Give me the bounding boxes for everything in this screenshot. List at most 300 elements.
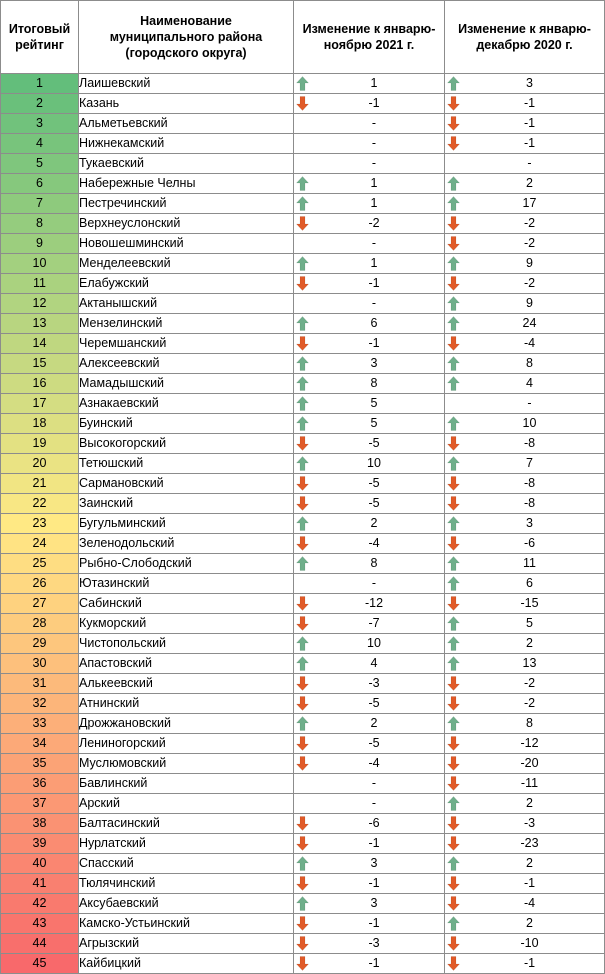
change-value: 3	[526, 76, 533, 90]
arrow-up-icon	[447, 356, 460, 371]
change-2021-cell	[294, 134, 445, 154]
arrow-up-icon	[296, 196, 309, 211]
change-value: 5	[370, 396, 378, 410]
change-value: 10	[367, 636, 381, 650]
arrow-down-icon	[447, 596, 460, 611]
rank-cell: 17	[1, 394, 79, 414]
rank-cell: 34	[1, 734, 79, 754]
change-value: 9	[526, 256, 533, 270]
rank-cell: 5	[1, 154, 79, 174]
change-2020-cell	[445, 174, 605, 194]
change-value: -1	[368, 916, 380, 930]
change-2021-cell	[294, 174, 445, 194]
change-2020-cell	[445, 254, 605, 274]
change-value: -6	[523, 536, 536, 550]
table-row	[1, 874, 605, 894]
change-2020-cell	[445, 654, 605, 674]
change-2020-cell	[445, 214, 605, 234]
district-name-cell: Заинский	[79, 494, 294, 514]
change-2020-cell	[445, 414, 605, 434]
change-2021-cell	[294, 734, 445, 754]
change-value: -4	[523, 336, 536, 350]
change-2021-cell	[294, 834, 445, 854]
arrow-up-icon	[296, 456, 309, 471]
change-value: -2	[523, 216, 536, 230]
change-value: 3	[370, 356, 378, 370]
arrow-down-icon	[296, 536, 309, 551]
change-2020-cell	[445, 934, 605, 954]
table-row	[1, 114, 605, 134]
change-value: 5	[370, 416, 378, 430]
change-2021-cell	[294, 234, 445, 254]
arrow-up-icon	[447, 716, 460, 731]
arrow-down-icon	[296, 336, 309, 351]
change-value: 1	[370, 256, 378, 270]
change-2020-cell	[445, 494, 605, 514]
district-name-cell: Зеленодольский	[79, 534, 294, 554]
change-value: 2	[526, 916, 533, 930]
change-2020-cell	[445, 734, 605, 754]
change-2021-cell	[294, 274, 445, 294]
arrow-up-icon	[296, 356, 309, 371]
arrow-up-icon	[296, 896, 309, 911]
rank-cell: 42	[1, 894, 79, 914]
arrow-down-icon	[447, 756, 460, 771]
rank-cell: 25	[1, 554, 79, 574]
change-2020-cell	[445, 794, 605, 814]
table-row	[1, 514, 605, 534]
arrow-up-icon	[296, 256, 309, 271]
district-name-cell: Мамадышский	[79, 374, 294, 394]
arrow-up-icon	[447, 296, 460, 311]
district-name-cell: Кукморский	[79, 614, 294, 634]
district-name-cell: Арский	[79, 794, 294, 814]
change-2021-cell	[294, 754, 445, 774]
change-value: -15	[520, 596, 539, 610]
district-name-cell: Камско-Устьинский	[79, 914, 294, 934]
district-name-cell: Азнакаевский	[79, 394, 294, 414]
change-2020-cell	[445, 374, 605, 394]
arrow-up-icon	[447, 556, 460, 571]
district-name-cell: Спасский	[79, 854, 294, 874]
change-2020-cell	[445, 614, 605, 634]
district-name-cell: Рыбно-Слободский	[79, 554, 294, 574]
change-value: -20	[520, 756, 539, 770]
arrow-down-icon	[296, 736, 309, 751]
change-2021-cell	[294, 874, 445, 894]
table-row	[1, 454, 605, 474]
change-2020-cell	[445, 394, 605, 414]
rank-cell: 39	[1, 834, 79, 854]
table-row	[1, 314, 605, 334]
arrow-down-icon	[447, 836, 460, 851]
change-2020-cell	[445, 314, 605, 334]
rank-cell: 9	[1, 234, 79, 254]
change-value: -23	[520, 836, 539, 850]
rank-cell: 26	[1, 574, 79, 594]
arrow-down-icon	[296, 876, 309, 891]
change-value: -1	[368, 836, 380, 850]
change-2021-cell	[294, 214, 445, 234]
arrow-up-icon	[447, 616, 460, 631]
arrow-down-icon	[296, 956, 309, 971]
arrow-up-icon	[296, 316, 309, 331]
change-value: -7	[368, 616, 380, 630]
table-row	[1, 94, 605, 114]
arrow-up-icon	[296, 416, 309, 431]
change-2021-cell	[294, 694, 445, 714]
table-row	[1, 434, 605, 454]
arrow-down-icon	[296, 596, 309, 611]
change-value: -10	[520, 936, 539, 950]
rank-cell: 27	[1, 594, 79, 614]
district-name-cell: Кайбицкий	[79, 954, 294, 974]
change-value: 17	[522, 196, 537, 210]
arrow-down-icon	[447, 816, 460, 831]
table-row	[1, 694, 605, 714]
table-row	[1, 894, 605, 914]
change-value: -5	[368, 476, 380, 490]
change-value: -2	[523, 276, 536, 290]
table-row	[1, 414, 605, 434]
change-value: -	[527, 156, 532, 170]
arrow-up-icon	[447, 76, 460, 91]
change-2020-cell	[445, 594, 605, 614]
change-2021-cell	[294, 294, 445, 314]
change-value: 6	[370, 316, 378, 330]
change-2020-cell	[445, 574, 605, 594]
table-row	[1, 374, 605, 394]
arrow-up-icon	[296, 376, 309, 391]
table-row	[1, 594, 605, 614]
change-2021-cell	[294, 254, 445, 274]
arrow-up-icon	[447, 916, 460, 931]
header-name: Наименование муниципального района (городского округа)	[79, 1, 294, 74]
change-value: -2	[523, 236, 536, 250]
district-name-cell: Актанышский	[79, 294, 294, 314]
change-value: 6	[526, 576, 533, 590]
change-value: -3	[368, 676, 380, 690]
change-value: -5	[368, 496, 380, 510]
change-value: -2	[523, 696, 536, 710]
arrow-down-icon	[447, 96, 460, 111]
rank-cell: 7	[1, 194, 79, 214]
arrow-up-icon	[447, 576, 460, 591]
rank-cell: 20	[1, 454, 79, 474]
table-row	[1, 654, 605, 674]
header-row	[1, 1, 605, 74]
change-2021-cell	[294, 554, 445, 574]
rank-cell: 40	[1, 854, 79, 874]
arrow-up-icon	[296, 396, 309, 411]
change-value: -2	[523, 676, 536, 690]
header-rank: Итоговый рейтинг	[1, 1, 79, 74]
table-row	[1, 334, 605, 354]
rank-cell: 22	[1, 494, 79, 514]
rank-cell: 16	[1, 374, 79, 394]
change-value: -1	[523, 116, 536, 130]
arrow-up-icon	[296, 856, 309, 871]
change-2020-cell	[445, 714, 605, 734]
change-2021-cell	[294, 634, 445, 654]
arrow-down-icon	[447, 696, 460, 711]
arrow-up-icon	[447, 856, 460, 871]
change-value: 1	[370, 196, 378, 210]
change-2021-cell	[294, 374, 445, 394]
arrow-down-icon	[447, 136, 460, 151]
rank-cell: 3	[1, 114, 79, 134]
arrow-up-icon	[296, 636, 309, 651]
change-2020-cell	[445, 194, 605, 214]
arrow-down-icon	[447, 536, 460, 551]
arrow-down-icon	[447, 496, 460, 511]
rank-cell: 23	[1, 514, 79, 534]
table-row	[1, 574, 605, 594]
table-row	[1, 734, 605, 754]
change-value: 7	[526, 456, 533, 470]
arrow-down-icon	[296, 96, 309, 111]
change-2021-cell	[294, 94, 445, 114]
arrow-down-icon	[447, 116, 460, 131]
change-2021-cell	[294, 674, 445, 694]
change-2020-cell	[445, 774, 605, 794]
arrow-up-icon	[296, 176, 309, 191]
district-name-cell: Набережные Челны	[79, 174, 294, 194]
arrow-up-icon	[447, 316, 460, 331]
rank-cell: 13	[1, 314, 79, 334]
table-row	[1, 74, 605, 94]
arrow-down-icon	[296, 696, 309, 711]
arrow-down-icon	[296, 936, 309, 951]
table-row	[1, 474, 605, 494]
change-2021-cell	[294, 414, 445, 434]
change-value: -1	[368, 336, 380, 350]
change-value: -8	[523, 496, 536, 510]
change-value: -12	[364, 596, 384, 610]
arrow-down-icon	[447, 236, 460, 251]
district-name-cell: Нурлатский	[79, 834, 294, 854]
change-value: -	[371, 116, 377, 130]
arrow-down-icon	[296, 496, 309, 511]
change-2021-cell	[294, 714, 445, 734]
change-value: 2	[526, 636, 533, 650]
change-2020-cell	[445, 454, 605, 474]
rank-cell: 45	[1, 954, 79, 974]
rank-cell: 21	[1, 474, 79, 494]
district-name-cell: Бугульминский	[79, 514, 294, 534]
district-name-cell: Лениногорский	[79, 734, 294, 754]
change-2021-cell	[294, 594, 445, 614]
table-row	[1, 634, 605, 654]
change-2021-cell	[294, 534, 445, 554]
district-name-cell: Буинский	[79, 414, 294, 434]
district-name-cell: Тюлячинский	[79, 874, 294, 894]
change-value: 2	[526, 856, 533, 870]
rank-cell: 30	[1, 654, 79, 674]
district-name-cell: Чистопольский	[79, 634, 294, 654]
district-name-cell: Нижнекамский	[79, 134, 294, 154]
district-name-cell: Новошешминский	[79, 234, 294, 254]
change-2021-cell	[294, 114, 445, 134]
change-value: 24	[522, 316, 537, 330]
change-2020-cell	[445, 114, 605, 134]
change-value: -12	[520, 736, 539, 750]
rank-cell: 4	[1, 134, 79, 154]
change-2020-cell	[445, 534, 605, 554]
rank-cell: 14	[1, 334, 79, 354]
arrow-down-icon	[296, 756, 309, 771]
change-value: -	[371, 796, 377, 810]
table-row	[1, 614, 605, 634]
table-row	[1, 954, 605, 974]
change-value: 4	[526, 376, 533, 390]
district-name-cell: Агрызский	[79, 934, 294, 954]
change-2020-cell	[445, 854, 605, 874]
table-row	[1, 934, 605, 954]
rank-cell: 24	[1, 534, 79, 554]
rank-cell: 2	[1, 94, 79, 114]
change-2020-cell	[445, 634, 605, 654]
district-name-cell: Казань	[79, 94, 294, 114]
change-value: -1	[368, 956, 380, 970]
change-2021-cell	[294, 814, 445, 834]
table-row	[1, 134, 605, 154]
change-value: -3	[368, 936, 380, 950]
table-row	[1, 194, 605, 214]
change-value: 13	[522, 656, 537, 670]
change-2021-cell	[294, 194, 445, 214]
district-name-cell: Сармановский	[79, 474, 294, 494]
arrow-up-icon	[447, 416, 460, 431]
table-row	[1, 714, 605, 734]
change-value: 1	[370, 176, 378, 190]
arrow-up-icon	[296, 76, 309, 91]
change-value: -8	[523, 476, 536, 490]
arrow-down-icon	[447, 876, 460, 891]
rank-cell: 8	[1, 214, 79, 234]
change-value: -	[371, 156, 377, 170]
arrow-down-icon	[296, 616, 309, 631]
district-name-cell: Верхнеуслонский	[79, 214, 294, 234]
change-value: 8	[370, 556, 378, 570]
table-row	[1, 754, 605, 774]
rank-cell: 44	[1, 934, 79, 954]
arrow-down-icon	[296, 276, 309, 291]
change-2020-cell	[445, 234, 605, 254]
change-value: -	[371, 136, 377, 150]
change-2020-cell	[445, 554, 605, 574]
change-2020-cell	[445, 294, 605, 314]
change-2020-cell	[445, 834, 605, 854]
district-name-cell: Ютазинский	[79, 574, 294, 594]
arrow-down-icon	[296, 676, 309, 691]
table-row	[1, 294, 605, 314]
district-name-cell: Аксубаевский	[79, 894, 294, 914]
change-2021-cell	[294, 154, 445, 174]
change-2020-cell	[445, 434, 605, 454]
arrow-up-icon	[296, 516, 309, 531]
district-name-cell: Менделеевский	[79, 254, 294, 274]
change-value: -1	[368, 876, 380, 890]
arrow-up-icon	[447, 656, 460, 671]
rank-cell: 18	[1, 414, 79, 434]
change-value: -3	[523, 816, 536, 830]
table-row	[1, 774, 605, 794]
rank-cell: 36	[1, 774, 79, 794]
header-change-2020: Изменение к январю- декабрю 2020 г.	[445, 1, 605, 74]
change-value: -2	[368, 216, 380, 230]
district-name-cell: Пестречинский	[79, 194, 294, 214]
change-2020-cell	[445, 274, 605, 294]
change-value: 8	[526, 356, 533, 370]
table-row	[1, 394, 605, 414]
change-value: -5	[368, 696, 380, 710]
rank-cell: 15	[1, 354, 79, 374]
arrow-down-icon	[447, 936, 460, 951]
district-name-cell: Сабинский	[79, 594, 294, 614]
rank-cell: 33	[1, 714, 79, 734]
arrow-up-icon	[447, 456, 460, 471]
change-2021-cell	[294, 494, 445, 514]
rank-cell: 29	[1, 634, 79, 654]
rank-cell: 37	[1, 794, 79, 814]
change-2020-cell	[445, 154, 605, 174]
change-value: -1	[523, 956, 536, 970]
change-2021-cell	[294, 954, 445, 974]
change-2020-cell	[445, 954, 605, 974]
rank-cell: 10	[1, 254, 79, 274]
arrow-up-icon	[447, 176, 460, 191]
change-2020-cell	[445, 894, 605, 914]
change-value: 10	[522, 416, 537, 430]
arrow-down-icon	[296, 476, 309, 491]
table-row	[1, 814, 605, 834]
change-2021-cell	[294, 394, 445, 414]
change-value: 2	[526, 796, 533, 810]
arrow-down-icon	[296, 436, 309, 451]
arrow-down-icon	[447, 736, 460, 751]
change-value: -1	[523, 136, 536, 150]
table-row	[1, 854, 605, 874]
change-value: 8	[526, 716, 533, 730]
change-2021-cell	[294, 314, 445, 334]
district-name-cell: Мензелинский	[79, 314, 294, 334]
change-value: 2	[370, 716, 378, 730]
rank-cell: 19	[1, 434, 79, 454]
change-2021-cell	[294, 474, 445, 494]
change-2020-cell	[445, 74, 605, 94]
change-value: 8	[370, 376, 378, 390]
change-2021-cell	[294, 914, 445, 934]
table-row	[1, 274, 605, 294]
change-value: 11	[523, 556, 536, 570]
change-2021-cell	[294, 794, 445, 814]
change-value: -	[371, 236, 377, 250]
table-row	[1, 794, 605, 814]
arrow-down-icon	[447, 676, 460, 691]
arrow-up-icon	[447, 196, 460, 211]
rank-cell: 43	[1, 914, 79, 934]
table-row	[1, 254, 605, 274]
table-row	[1, 674, 605, 694]
arrow-up-icon	[447, 636, 460, 651]
district-name-cell: Черемшанский	[79, 334, 294, 354]
district-name-cell: Елабужский	[79, 274, 294, 294]
arrow-up-icon	[296, 716, 309, 731]
arrow-down-icon	[296, 216, 309, 231]
rank-cell: 41	[1, 874, 79, 894]
arrow-down-icon	[296, 836, 309, 851]
